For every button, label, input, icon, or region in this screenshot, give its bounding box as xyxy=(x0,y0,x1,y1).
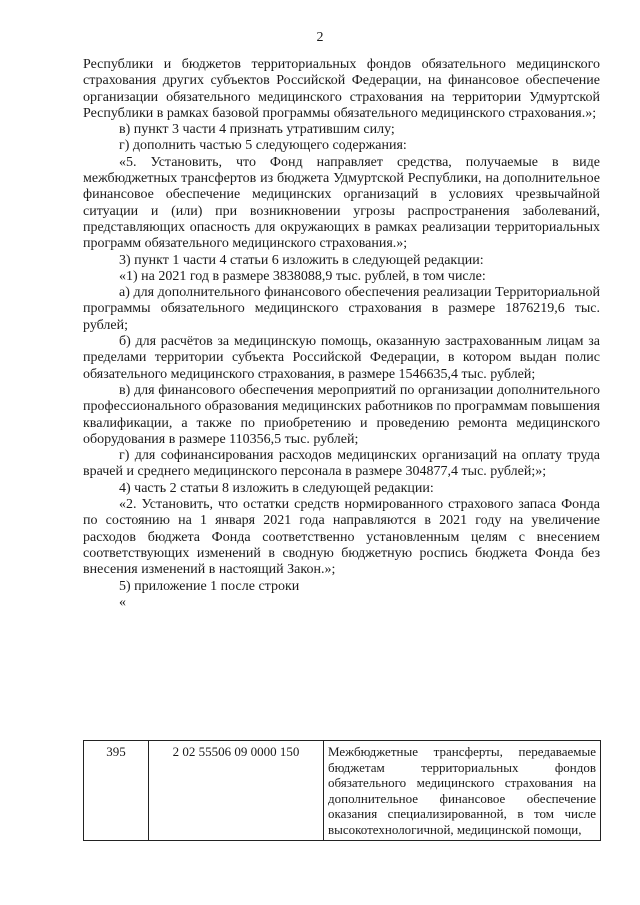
paragraph: г) для софинансирования расходов медицинских организаций на оплату труда врачей и среднего медицинского персонала в размере 304877,4 тыс. рублей;»; xyxy=(83,448,600,480)
body-text xyxy=(83,57,600,611)
paragraph: Республики и бюджетов территориальных фондов обязательного медицинского страхования других субъектов Российской Федерации, на финансовое обеспечение организации обязательного медицинского страхования на территории Удмуртской Республики в рамках базовой программы обязательного медицинского страхования.»; xyxy=(83,57,600,121)
page-number: 2 xyxy=(316,30,324,45)
paragraph: а) для дополнительного финансового обеспечения реализации Территориальной программы обязательного медицинского страхования в размере 1876219,6 тыс. рублей; xyxy=(83,285,600,333)
row-number-cell: 395 xyxy=(84,741,149,841)
budget-code-cell: 2 02 55506 09 0000 150 xyxy=(149,741,324,841)
paragraph: г) дополнить частью 5 следующего содержания: xyxy=(119,138,407,154)
paragraph: «2. Установить, что остатки средств нормированного страхового запаса Фонда по состоянию на 1 января 2021 года направляются в 2021 году на увеличение расходов бюджета Фонда соответственно установленным целям с внесением соответствующих изменений в сводную бюджетную роспись бюджета Фонда без внесения изменений в настоящий Закон.»; xyxy=(83,497,600,578)
paragraph: в) для финансового обеспечения мероприятий по организации дополнительного профессионального образования медицинских работников по программам повышения квалификации, а также по приобретению и проведению ремонта медицинского оборудования в размере 110356,5 тыс. рублей; xyxy=(83,382,600,447)
paragraph: 3) пункт 1 части 4 статьи 6 изложить в следующей редакции: xyxy=(119,252,484,268)
paragraph: б) для расчётов за медицинскую помощь, оказанную застрахованным лицам за пределами территории субъекта Российской Федерации, в котором выдан полис обязательного медицинского страхования, в размере 1546635,4 тыс. рублей; xyxy=(83,334,600,382)
paragraph: в) пункт 3 части 4 признать утратившим силу; xyxy=(119,122,395,138)
paragraph: 4) часть 2 статьи 8 изложить в следующей редакции: xyxy=(119,480,434,496)
paragraph: «5. Установить, что Фонд направляет средства, получаемые в виде межбюджетных трансфертов из бюджета Удмуртской Республики, на дополнительное финансовое обеспечение медицинских организаций в условиях чрезвычайной ситуации и (или) при возникновении угрозы распространения заболеваний, представляющих опасность для окружающих в рамках реализации территориальных программ обязательного медицинского страхования.»; xyxy=(83,154,600,252)
paragraph: «1) на 2021 год в размере 3838088,9 тыс. рублей, в том числе: xyxy=(119,268,486,284)
appendix-table xyxy=(83,740,601,841)
table-row xyxy=(84,741,601,841)
description-cell: Межбюджетные трансферты, передаваемые бюджетам территориальных фондов обязательного медицинского страхования на дополнительное финансовое обеспечение оказания специализированной, в том числе высокотехнологичной, медицинской помощи, xyxy=(324,741,601,841)
opening-quote: « xyxy=(119,594,126,610)
paragraph: 5) приложение 1 после строки xyxy=(119,578,300,594)
